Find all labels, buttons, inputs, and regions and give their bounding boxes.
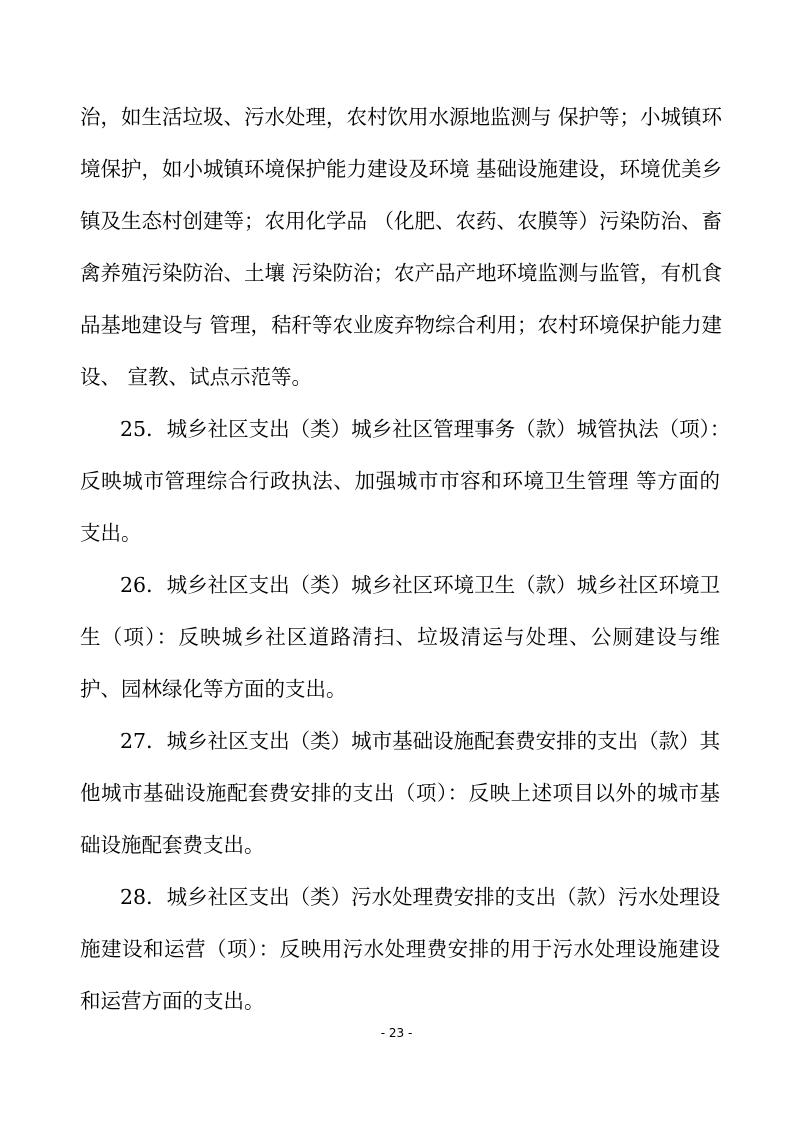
text-line: 生（项）：反映城乡社区道路清扫、垃圾清运与处理、公厕建设与维 xyxy=(80,625,720,649)
paragraph-26-line: 26．城乡社区支出（类）城乡社区环境卫生（款）城乡社区环境卫 xyxy=(120,573,721,597)
text-line: 反映城市管理综合行政执法、加强城市市容和环境卫生管理 等方面的 xyxy=(80,469,720,493)
text-line: 和运营方面的支出。 xyxy=(80,989,265,1013)
text-line: 础设施配套费支出。 xyxy=(80,833,265,857)
text-line: 镇及生态村创建等；农用化学品 （化肥、农药、农膜等）污染防治、畜 xyxy=(80,209,723,233)
page-number: - 23 - xyxy=(380,1026,413,1040)
text-line: 设、 宣教、试点示范等。 xyxy=(80,365,313,389)
text-line: 品基地建设与 管理，秸秆等农业废弃物综合利用；农村环境保护能力建 xyxy=(80,313,723,337)
text-line: 治，如生活垃圾、污水处理，农村饮用水源地监测与 保护等；小城镇环 xyxy=(80,105,723,129)
text-line: 禽养殖污染防治、土壤 污染防治；农产品产地环境监测与监管，有机食 xyxy=(80,261,723,285)
paragraph-25-line: 25．城乡社区支出（类）城乡社区管理事务（款）城管执法（项）： xyxy=(120,417,731,441)
paragraph-28-line: 28．城乡社区支出（类）污水处理费安排的支出（款）污水处理设 xyxy=(120,885,721,909)
text-line: 支出。 xyxy=(80,521,142,545)
text-line: 他城市基础设施配套费安排的支出（项）：反映上述项目以外的城市基 xyxy=(80,781,720,805)
paragraph-27-line: 27．城乡社区支出（类）城市基础设施配套费安排的支出（款）其 xyxy=(120,729,721,753)
text-line: 境保护，如小城镇环境保护能力建设及环境 基础设施建设，环境优美乡 xyxy=(80,157,723,181)
text-line: 护、园林绿化等方面的支出。 xyxy=(80,677,347,701)
text-line: 施建设和运营（项）：反映用污水处理费安排的用于污水处理设施建设 xyxy=(80,937,720,961)
